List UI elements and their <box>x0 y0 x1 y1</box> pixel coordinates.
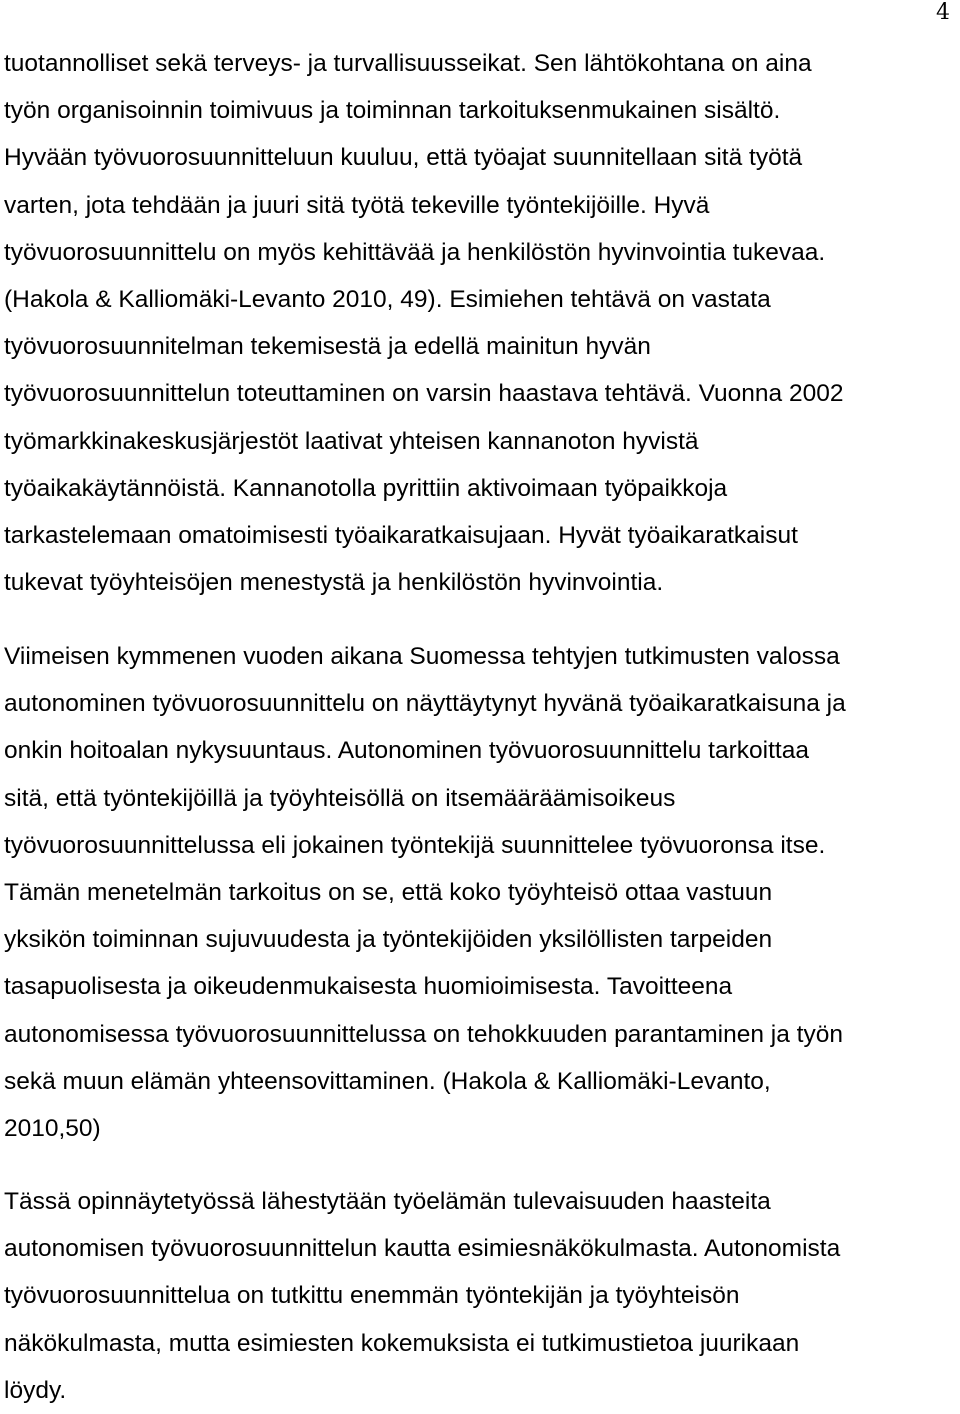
text-line: tasapuolisesta ja oikeudenmukaisesta huomioimisesta. Tavoitteena <box>4 973 733 1001</box>
text-line: sekä muun elämän yhteensovittaminen. (Hakola & Kalliomäki-Levanto, <box>4 1067 771 1095</box>
text-line: tukevat työyhteisöjen menestystä ja henkilöstön hyvinvointia. <box>4 569 664 597</box>
text-line: työvuorosuunnitelman tekemisestä ja edellä mainitun hyvän <box>4 333 651 361</box>
page-number: 4 <box>936 0 950 25</box>
text-line: työn organisoinnin toimivuus ja toiminnan tarkoituksenmukainen sisältö. <box>4 97 781 125</box>
text-line: Hyvään työvuorosuunnitteluun kuuluu, että työajat suunnitellaan sitä työtä <box>4 144 803 172</box>
text-line: työmarkkinakeskusjärjestöt laativat yhteisen kannanoton hyvistä <box>4 427 699 455</box>
paragraph-1 <box>4 40 954 606</box>
text-line: työvuorosuunnittelua on tutkittu enemmän työntekijän ja työyhteisön <box>4 1282 740 1310</box>
text-line: Tässä opinnäytetyössä lähestytään työelämän tulevaisuuden haasteita <box>4 1188 771 1215</box>
text-line: Viimeisen kymmenen vuoden aikana Suomessa tehtyjen tutkimusten valossa <box>4 643 840 670</box>
text-line: löydy. <box>4 1376 67 1404</box>
text-line: onkin hoitoalan nykysuuntaus. Autonominen työvuorosuunnittelu tarkoittaa <box>4 737 809 765</box>
text-line: työaikakäytännöistä. Kannanotolla pyrittiin aktivoimaan työpaikkoja <box>4 474 728 502</box>
text-line: 2010,50) <box>4 1114 101 1142</box>
text-line: (Hakola & Kalliomäki-Levanto 2010, 49). Esimiehen tehtävä on vastata <box>4 285 771 313</box>
text-line: autonomisen työvuorosuunnittelun kautta esimiesnäkökulmasta. Autonomista <box>4 1235 841 1263</box>
text-line: yksikön toiminnan sujuvuudesta ja työntekijöiden yksilöllisten tarpeiden <box>4 926 773 954</box>
text-line: näkökulmasta, mutta esimiesten kokemuksista ei tutkimustietoa juurikaan <box>4 1329 800 1357</box>
paragraph-2 <box>4 633 954 1152</box>
text-line: työvuorosuunnittelu on myös kehittävää ja henkilöstön hyvinvointia tukevaa. <box>4 238 826 266</box>
text-line: sitä, että työntekijöillä ja työyhteisöllä on itsemääräämisoikeus <box>4 784 676 812</box>
text-line: tuotannolliset sekä terveys- ja turvallisuusseikat. Sen lähtökohtana on aina <box>4 50 812 77</box>
text-line: työvuorosuunnittelussa eli jokainen työntekijä suunnittelee työvuoronsa itse. <box>4 831 826 859</box>
paragraph-3 <box>4 1178 954 1414</box>
text-line: varten, jota tehdään ja juuri sitä työtä tekeville työntekijöille. Hyvä <box>4 191 710 219</box>
text-line: autonomisessa työvuorosuunnittelussa on tehokkuuden parantaminen ja työn <box>4 1020 843 1048</box>
text-line: Tämän menetelmän tarkoitus on se, että koko työyhteisö ottaa vastuun <box>4 878 773 906</box>
text-line: tarkastelemaan omatoimisesti työaikaratkaisujaan. Hyvät työaikaratkaisut <box>4 521 798 549</box>
text-line: työvuorosuunnittelun toteuttaminen on varsin haastava tehtävä. Vuonna 2002 <box>4 380 844 408</box>
text-line: autonominen työvuorosuunnittelu on näyttäytynyt hyvänä työaikaratkaisuna ja <box>4 690 846 718</box>
